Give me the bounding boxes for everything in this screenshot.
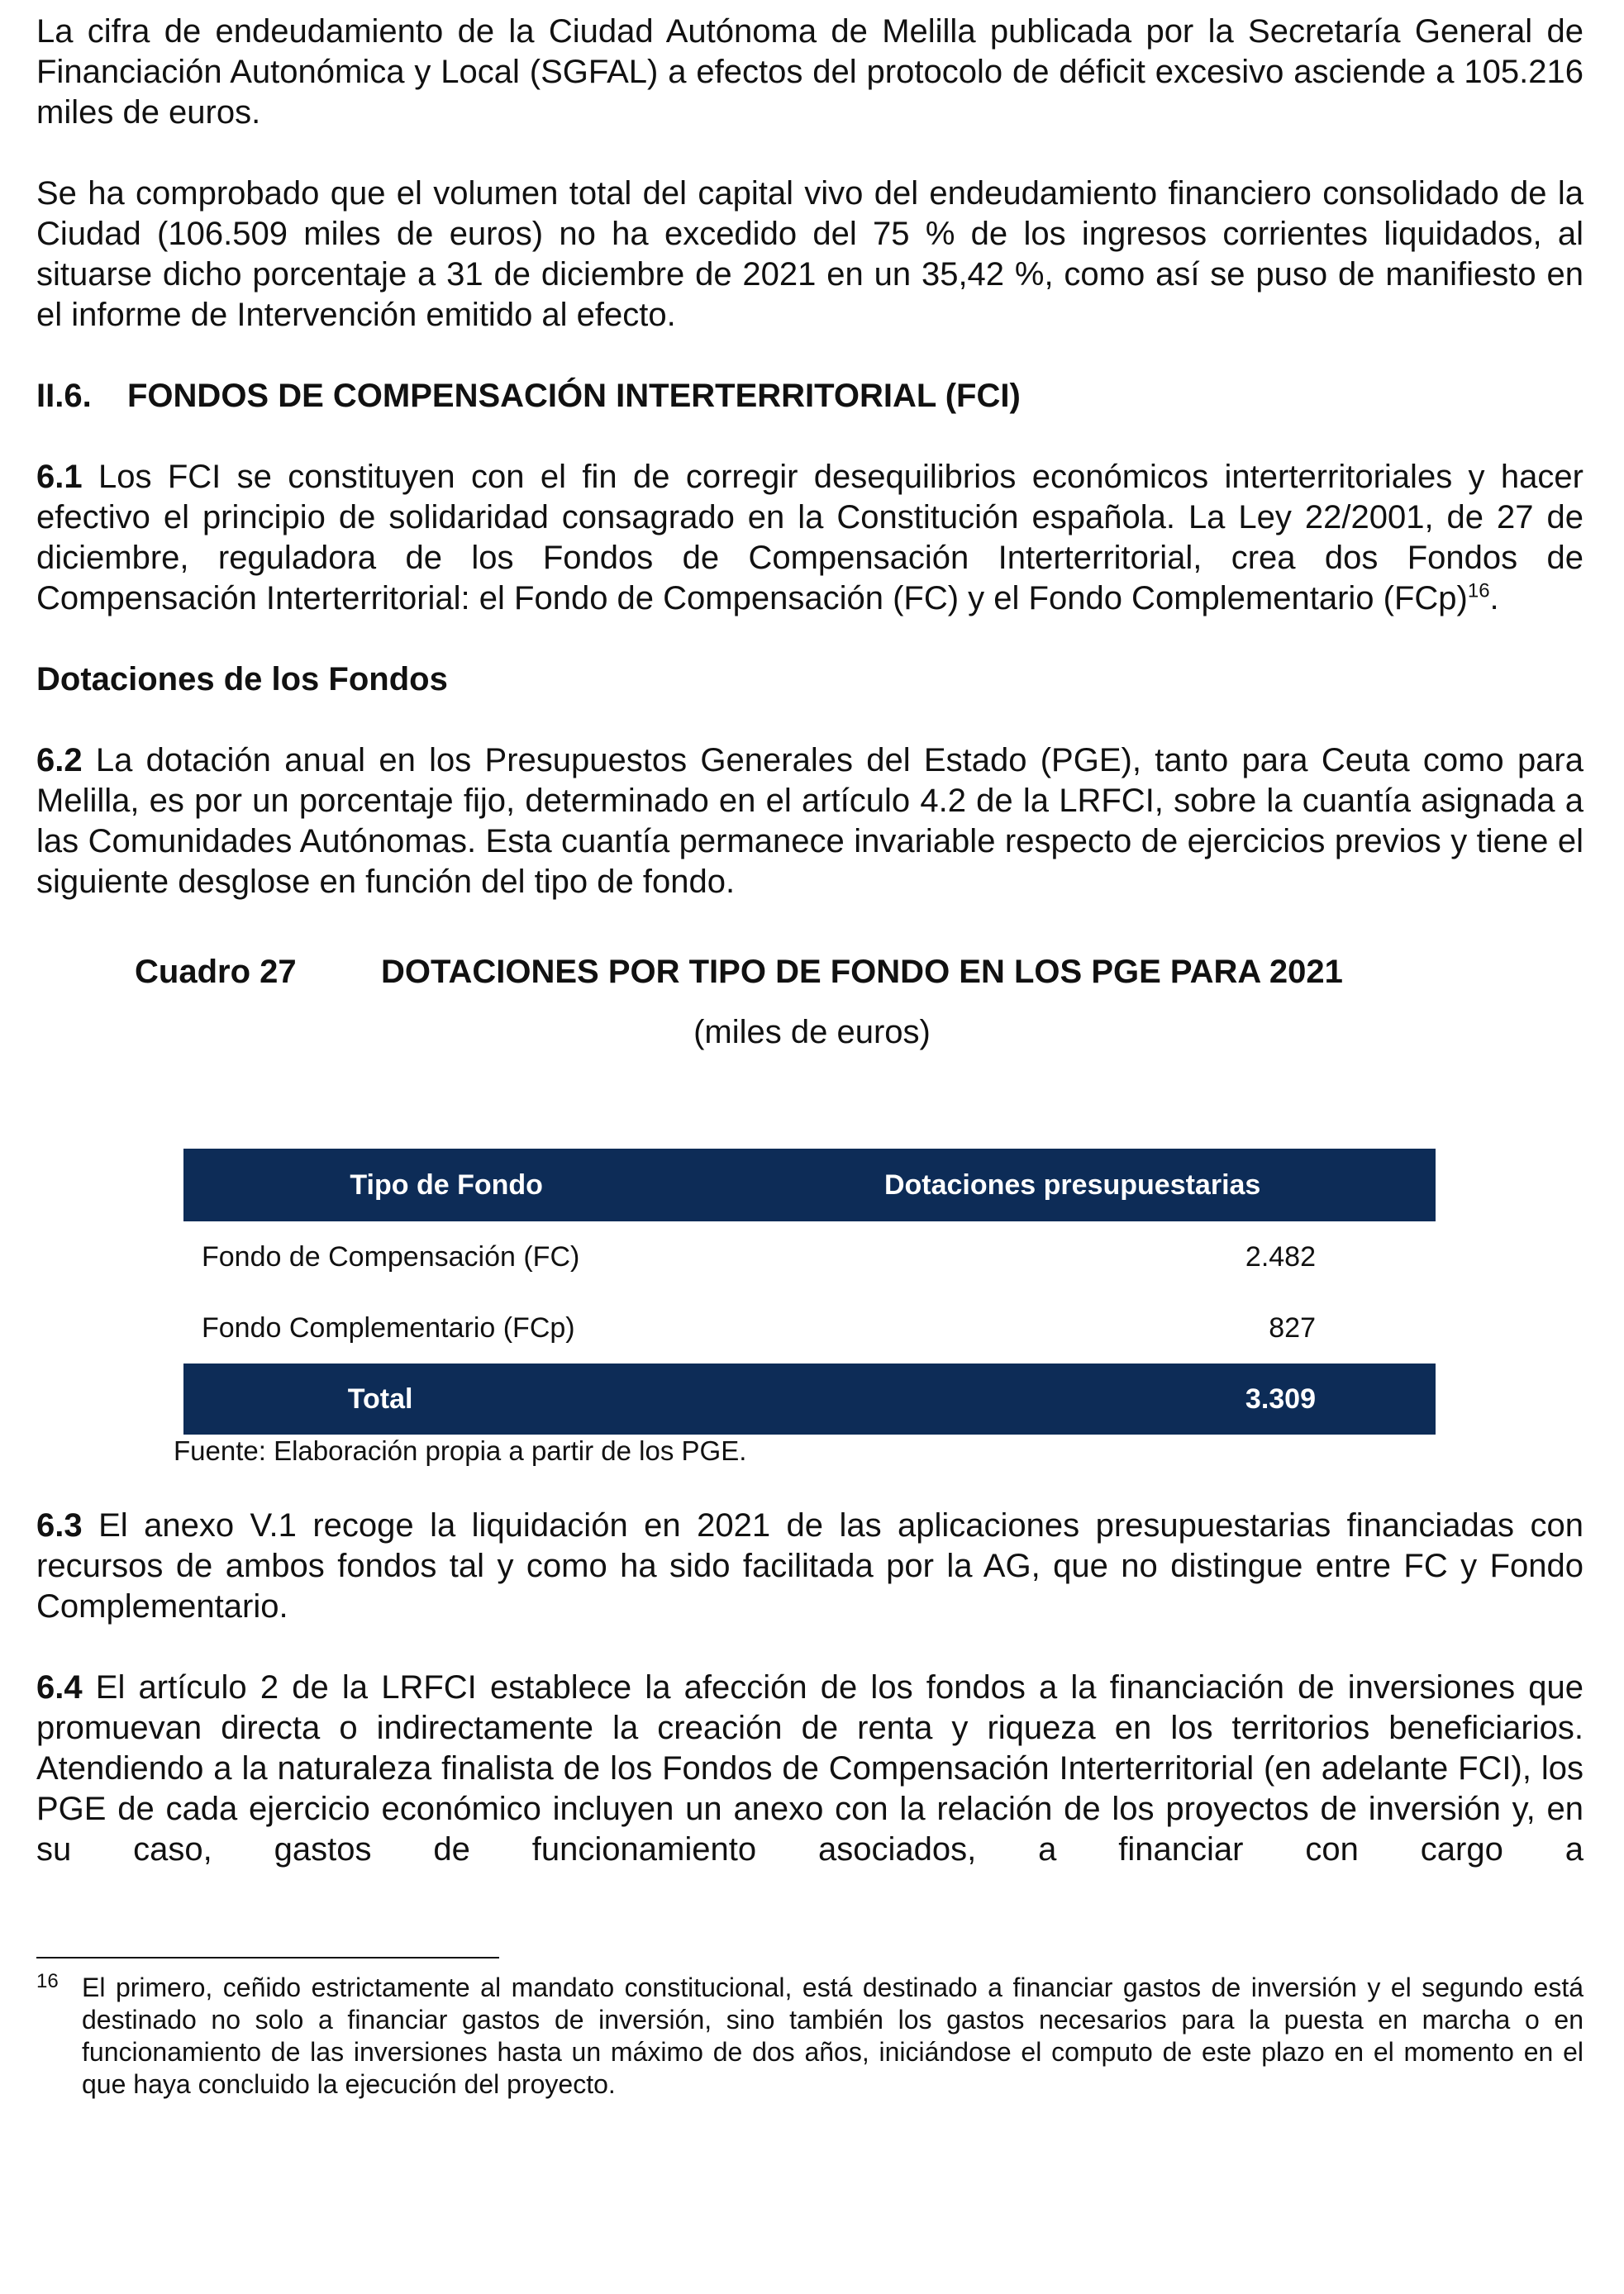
row-value: 2.482 (1245, 1240, 1316, 1273)
paragraph-number: 6.2 (36, 742, 83, 778)
paragraph-6-2 (36, 740, 1584, 902)
footnote-reference[interactable]: 16 (1467, 579, 1490, 602)
paragraph-debt-figure: La cifra de endeudamiento de la Ciudad Autónoma de Melilla publicada por la Secretaría General de Financiación Autonómica y Local (SGFAL) a efectos del protocolo de déficit excesivo asciende a 105.216 miles de euros. (36, 13, 1584, 131)
paragraph-text: El anexo V.1 recoge la liquidación en 2021 de las aplicaciones presupuestarias financiadas con recursos de ambos fondos tal y como ha sido facilitada por la AG, que no distingue entre FC y Fondo Complementario. (36, 1507, 1584, 1625)
section-title: FONDOS DE COMPENSACIÓN INTERTERRITORIAL (FCI) (127, 378, 1021, 414)
table-label: Cuadro 27 (135, 954, 297, 990)
header-tipo-fondo: Tipo de Fondo (183, 1149, 709, 1221)
row-name: Fondo Complementario (FCp) (202, 1311, 575, 1344)
table-source: Fuente: Elaboración propia a partir de los PGE. (174, 1435, 747, 1466)
upper-text (36, 12, 1584, 902)
total-label: Total (183, 1364, 709, 1435)
paragraph-6-1 (36, 457, 1584, 619)
table-header-row (183, 1149, 1436, 1221)
subheading-dotaciones: Dotaciones de los Fondos (36, 661, 448, 697)
footnote-text: El primero, ceñido estrictamente al mandato constitucional, está destinado a financiar gastos de inversión y el segundo está destinado no solo a financiar gastos de inversión, sino también los gastos necesarios para la puesta en marcha o en funcionamiento de las inversiones hasta un máximo de dos años, iniciándose el computo de este plazo en el momento en el que haya concluido la ejecución del proyecto. (82, 1973, 1584, 2099)
total-value: 3.309 (709, 1364, 1436, 1435)
fondos-table (183, 1149, 1436, 1435)
section-heading (36, 376, 1584, 416)
footnote-mark: 16 (36, 1970, 59, 1992)
table-row (183, 1292, 1436, 1364)
paragraph-number: 6.3 (36, 1507, 83, 1544)
table-total-row (183, 1364, 1436, 1435)
table-subtitle: (miles de euros) (693, 1014, 931, 1050)
footnote (36, 1972, 1584, 2101)
paragraph-number: 6.4 (36, 1669, 83, 1706)
lower-text (36, 1506, 1584, 1870)
row-name: Fondo de Compensación (FC) (202, 1240, 580, 1273)
table-row (183, 1221, 1436, 1292)
paragraph-text: La dotación anual en los Presupuestos Generales del Estado (PGE), tanto para Ceuta como para Melilla, es por un porcentaje fijo, determinado en el artículo 4.2 de la LRFCI, sobre la cuantía asignada a las Comunidades Autónomas. Esta cuantía permanece invariable respecto de ejercicios previos y tiene el siguiente desglose en función del tipo de fondo. (36, 742, 1584, 900)
paragraph-text: El artículo 2 de la LRFCI establece la afección de los fondos a la financiación de inversiones que promuevan directa o indirectamente la creación de renta y riqueza en los territorios beneficiarios. Atendiendo a la naturaleza finalista de los Fondos de Compensación Interterritorial (en adelante FCI), los PGE de cada ejercicio económico incluyen un anexo con la relación de los proyectos de inversión y, en su caso, gastos de funcionamiento asociados, a financiar con cargo a (36, 1669, 1584, 1868)
paragraph-6-3 (36, 1506, 1584, 1627)
header-dotaciones: Dotaciones presupuestarias (709, 1149, 1436, 1221)
table-title-text: DOTACIONES POR TIPO DE FONDO EN LOS PGE PARA 2021 (381, 954, 1343, 990)
paragraph-number: 6.1 (36, 459, 83, 495)
footnote-divider (36, 1957, 499, 1958)
paragraph-end: . (1489, 580, 1499, 616)
row-value: 827 (1269, 1311, 1316, 1344)
paragraph-capital-vivo: Se ha comprobado que el volumen total del capital vivo del endeudamiento financiero consolidado de la Ciudad (106.509 miles de euros) no ha excedido del 75 % de los ingresos corrientes liquidados, al situarse dicho porcentaje a 31 de diciembre de 2021 en un 35,42 %, como así se puso de manifiesto en el informe de Intervención emitido al efecto. (36, 175, 1584, 333)
table-title (135, 952, 1540, 992)
section-number: II.6. (36, 378, 92, 414)
paragraph-6-4 (36, 1668, 1584, 1870)
paragraph-text: Los FCI se constituyen con el fin de corregir desequilibrios económicos interterritoriales y hacer efectivo el principio de solidaridad consagrado en la Constitución española. La Ley 22/2001, de 27 de diciembre, reguladora de los Fondos de Compensación Interterritorial, crea dos Fondos de Compensación Interterritorial: el Fondo de Compensación (FC) y el Fondo Complementario (FCp) (36, 459, 1584, 616)
